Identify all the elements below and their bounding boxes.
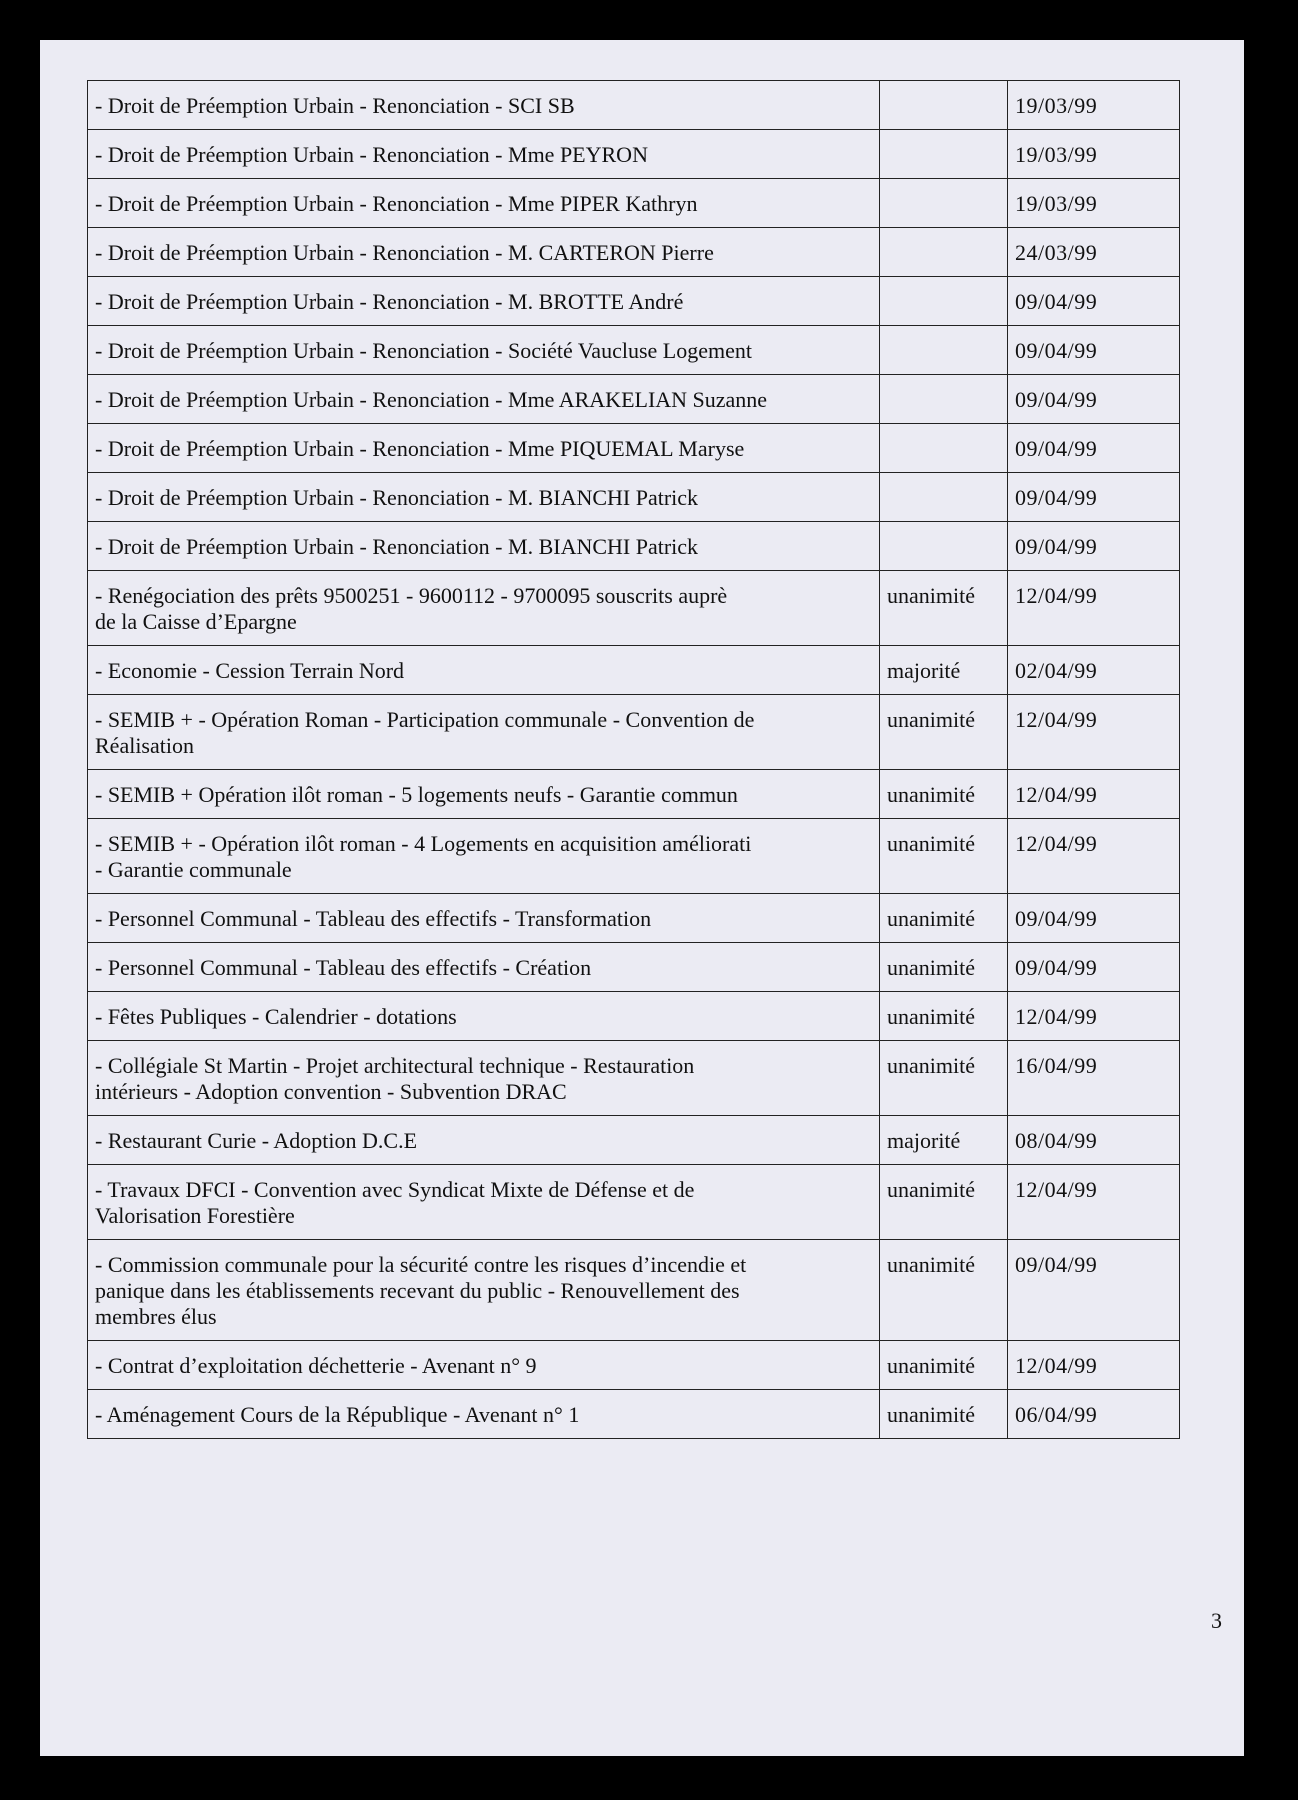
deliberation-date: 09/04/99 bbox=[1008, 1240, 1180, 1341]
vote-result: unanimité bbox=[880, 1041, 1008, 1116]
table-row bbox=[88, 1165, 1180, 1240]
vote-result: majorité bbox=[880, 1116, 1008, 1165]
deliberation-date: 09/04/99 bbox=[1008, 943, 1180, 992]
deliberation-subject: - Droit de Préemption Urbain - Renonciation - M. BROTTE André bbox=[88, 277, 880, 326]
deliberation-date: 12/04/99 bbox=[1008, 1165, 1180, 1240]
table-row bbox=[88, 770, 1180, 819]
deliberation-date: 12/04/99 bbox=[1008, 571, 1180, 646]
vote-result: unanimité bbox=[880, 571, 1008, 646]
vote-result: unanimité bbox=[880, 1165, 1008, 1240]
deliberation-date: 09/04/99 bbox=[1008, 894, 1180, 943]
table-row bbox=[88, 1341, 1180, 1390]
vote-result bbox=[880, 130, 1008, 179]
deliberation-subject: - Restaurant Curie - Adoption D.C.E bbox=[88, 1116, 880, 1165]
table-row bbox=[88, 894, 1180, 943]
table-row bbox=[88, 424, 1180, 473]
deliberation-subject: - SEMIB + - Opération Roman - Participation communale - Convention de Réalisation bbox=[88, 695, 880, 770]
vote-result bbox=[880, 228, 1008, 277]
deliberation-subject: - Droit de Préemption Urbain - Renonciation - Mme PIQUEMAL Maryse bbox=[88, 424, 880, 473]
table-row bbox=[88, 130, 1180, 179]
deliberation-date: 12/04/99 bbox=[1008, 770, 1180, 819]
deliberation-date: 08/04/99 bbox=[1008, 1116, 1180, 1165]
table-row bbox=[88, 375, 1180, 424]
table-row bbox=[88, 819, 1180, 894]
deliberation-subject: - Droit de Préemption Urbain - Renonciation - Mme PEYRON bbox=[88, 130, 880, 179]
vote-result bbox=[880, 277, 1008, 326]
table-row bbox=[88, 646, 1180, 695]
deliberation-subject: - Droit de Préemption Urbain - Renonciation - Mme PIPER Kathryn bbox=[88, 179, 880, 228]
deliberation-date: 19/03/99 bbox=[1008, 179, 1180, 228]
deliberation-date: 02/04/99 bbox=[1008, 646, 1180, 695]
deliberations-table bbox=[87, 80, 1180, 1439]
deliberation-subject: - Droit de Préemption Urbain - Renonciation - SCI SB bbox=[88, 81, 880, 130]
deliberation-date: 12/04/99 bbox=[1008, 1341, 1180, 1390]
vote-result bbox=[880, 179, 1008, 228]
deliberation-date: 09/04/99 bbox=[1008, 473, 1180, 522]
vote-result bbox=[880, 424, 1008, 473]
vote-result bbox=[880, 522, 1008, 571]
deliberations-rows bbox=[88, 81, 1180, 1439]
table-row bbox=[88, 1116, 1180, 1165]
vote-result bbox=[880, 473, 1008, 522]
deliberation-subject: - Droit de Préemption Urbain - Renonciation - M. CARTERON Pierre bbox=[88, 228, 880, 277]
deliberation-subject: - Collégiale St Martin - Projet architectural technique - Restauration intérieurs - Adoption convention - Subvention DRAC bbox=[88, 1041, 880, 1116]
vote-result bbox=[880, 375, 1008, 424]
deliberation-date: 12/04/99 bbox=[1008, 695, 1180, 770]
table-row bbox=[88, 992, 1180, 1041]
deliberation-subject: - SEMIB + Opération ilôt roman - 5 logements neufs - Garantie commun bbox=[88, 770, 880, 819]
deliberation-date: 09/04/99 bbox=[1008, 424, 1180, 473]
table-row bbox=[88, 695, 1180, 770]
deliberation-subject: - Fêtes Publiques - Calendrier - dotations bbox=[88, 992, 880, 1041]
table-row bbox=[88, 1240, 1180, 1341]
deliberation-subject: - Renégociation des prêts 9500251 - 9600112 - 9700095 souscrits auprè de la Caisse d’Epargne bbox=[88, 571, 880, 646]
vote-result bbox=[880, 81, 1008, 130]
vote-result: unanimité bbox=[880, 695, 1008, 770]
deliberation-subject: - Aménagement Cours de la République - Avenant n° 1 bbox=[88, 1390, 880, 1439]
table-row bbox=[88, 943, 1180, 992]
vote-result: unanimité bbox=[880, 943, 1008, 992]
table-row bbox=[88, 1041, 1180, 1116]
vote-result: unanimité bbox=[880, 770, 1008, 819]
vote-result: unanimité bbox=[880, 819, 1008, 894]
document-page bbox=[40, 40, 1244, 1756]
vote-result: unanimité bbox=[880, 1240, 1008, 1341]
table-row bbox=[88, 326, 1180, 375]
deliberation-date: 19/03/99 bbox=[1008, 81, 1180, 130]
vote-result: unanimité bbox=[880, 894, 1008, 943]
table-row bbox=[88, 277, 1180, 326]
vote-result: unanimité bbox=[880, 1341, 1008, 1390]
deliberation-date: 24/03/99 bbox=[1008, 228, 1180, 277]
deliberation-subject: - Droit de Préemption Urbain - Renonciation - Société Vaucluse Logement bbox=[88, 326, 880, 375]
deliberation-subject: - Droit de Préemption Urbain - Renonciation - M. BIANCHI Patrick bbox=[88, 522, 880, 571]
deliberation-date: 19/03/99 bbox=[1008, 130, 1180, 179]
table-row bbox=[88, 473, 1180, 522]
page-number: 3 bbox=[1211, 1608, 1222, 1633]
deliberation-subject: - Personnel Communal - Tableau des effectifs - Transformation bbox=[88, 894, 880, 943]
deliberation-subject: - Commission communale pour la sécurité contre les risques d’incendie et panique dans les établissements recevant du public - Renouvellement des membres élus bbox=[88, 1240, 880, 1341]
deliberation-subject: - Travaux DFCI - Convention avec Syndicat Mixte de Défense et de Valorisation Forestière bbox=[88, 1165, 880, 1240]
deliberation-subject: - Droit de Préemption Urbain - Renonciation - M. BIANCHI Patrick bbox=[88, 473, 880, 522]
deliberation-subject: - Contrat d’exploitation déchetterie - Avenant n° 9 bbox=[88, 1341, 880, 1390]
deliberation-subject: - Personnel Communal - Tableau des effectifs - Création bbox=[88, 943, 880, 992]
deliberation-date: 12/04/99 bbox=[1008, 819, 1180, 894]
table-row bbox=[88, 522, 1180, 571]
deliberation-date: 09/04/99 bbox=[1008, 522, 1180, 571]
deliberation-date: 09/04/99 bbox=[1008, 375, 1180, 424]
vote-result: unanimité bbox=[880, 1390, 1008, 1439]
table-row bbox=[88, 1390, 1180, 1439]
deliberation-date: 12/04/99 bbox=[1008, 992, 1180, 1041]
deliberation-date: 09/04/99 bbox=[1008, 277, 1180, 326]
deliberation-date: 09/04/99 bbox=[1008, 326, 1180, 375]
deliberation-subject: - Droit de Préemption Urbain - Renonciation - Mme ARAKELIAN Suzanne bbox=[88, 375, 880, 424]
deliberation-date: 06/04/99 bbox=[1008, 1390, 1180, 1439]
table-row bbox=[88, 571, 1180, 646]
vote-result: majorité bbox=[880, 646, 1008, 695]
deliberation-date: 16/04/99 bbox=[1008, 1041, 1180, 1116]
deliberation-subject: - SEMIB + - Opération ilôt roman - 4 Logements en acquisition améliorati - Garantie communale bbox=[88, 819, 880, 894]
table-row bbox=[88, 228, 1180, 277]
table-row bbox=[88, 81, 1180, 130]
deliberation-subject: - Economie - Cession Terrain Nord bbox=[88, 646, 880, 695]
vote-result bbox=[880, 326, 1008, 375]
vote-result: unanimité bbox=[880, 992, 1008, 1041]
table-row bbox=[88, 179, 1180, 228]
